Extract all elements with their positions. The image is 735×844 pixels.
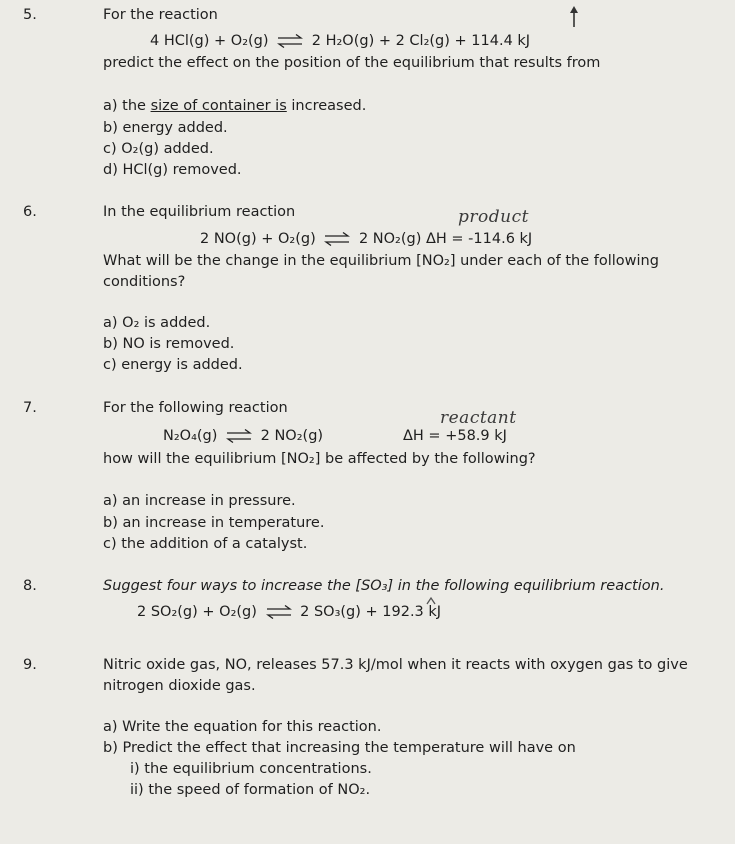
- q6-handwritten-note: product: [458, 207, 529, 227]
- equilibrium-arrow-icon: [277, 34, 303, 48]
- equilibrium-arrow-icon: [324, 232, 350, 246]
- q5-part-a-underlined: size of container is: [150, 98, 287, 114]
- q6-prompt-line1: What will be the change in the equilibrium [NO₂] under each of the following: [103, 253, 659, 269]
- q7-part-a: a) an increase in pressure.: [103, 493, 296, 509]
- q7-part-b: b) an increase in temperature.: [103, 515, 325, 531]
- q6-part-b: b) NO is removed.: [103, 336, 235, 352]
- q5-prompt: predict the effect on the position of the equilibrium that results from: [103, 55, 601, 71]
- q8-equation-right: 2 SO₃(g) + 192.3 kJ: [300, 604, 442, 620]
- q7-number: 7.: [23, 400, 37, 416]
- q9-prompt-line2: nitrogen dioxide gas.: [103, 678, 256, 694]
- q6-part-c: c) energy is added.: [103, 357, 243, 373]
- q5-number: 5.: [23, 7, 37, 23]
- q9-part-b: b) Predict the effect that increasing the temperature will have on: [103, 740, 576, 756]
- q8-equation-left: 2 SO₂(g) + O₂(g): [137, 604, 257, 620]
- q7-handwritten-note: reactant: [440, 408, 517, 428]
- q5-intro: For the reaction: [103, 7, 218, 23]
- q6-part-a: a) O₂ is added.: [103, 315, 211, 331]
- equilibrium-arrow-icon: [266, 605, 292, 619]
- q7-equation: [163, 427, 323, 445]
- q8-equation: [137, 603, 441, 621]
- q5-part-a: [103, 97, 366, 115]
- q5-part-a-prefix: a) the: [103, 98, 151, 114]
- q5-part-a-suffix: increased.: [286, 98, 367, 114]
- q8-prompt: Suggest four ways to increase the [SO₃] in the following equilibrium reaction.: [103, 578, 665, 594]
- q5-equation: [150, 32, 530, 50]
- q6-equation-right: 2 NO₂(g) ΔH = -114.6 kJ: [358, 231, 533, 247]
- q6-equation-left: 2 NO(g) + O₂(g): [200, 231, 316, 247]
- q9-part-b-ii: ii) the speed of formation of NO₂.: [130, 782, 371, 798]
- q8-number: 8.: [23, 578, 37, 594]
- q5-part-c: c) O₂(g) added.: [103, 141, 214, 157]
- q7-part-c: c) the addition of a catalyst.: [103, 536, 308, 552]
- q6-number: 6.: [23, 204, 37, 220]
- q5-part-b: b) energy added.: [103, 120, 228, 136]
- q9-number: 9.: [23, 657, 37, 673]
- q7-prompt: how will the equilibrium [NO₂] be affected by the following?: [103, 451, 536, 467]
- q7-equation-right: 2 NO₂(g): [260, 428, 324, 444]
- q5-equation-left: 4 HCl(g) + O₂(g): [150, 33, 269, 49]
- up-arrow-mark-icon: [568, 3, 580, 29]
- q9-part-a: a) Write the equation for this reaction.: [103, 719, 382, 735]
- q7-equation-left: N₂O₄(g): [163, 428, 218, 444]
- q6-intro: In the equilibrium reaction: [103, 204, 296, 220]
- q5-equation-right: 2 H₂O(g) + 2 Cl₂(g) + 114.4 kJ: [311, 33, 531, 49]
- equilibrium-arrow-icon: [226, 429, 252, 443]
- q7-enthalpy: ΔH = +58.9 kJ: [403, 428, 507, 444]
- q7-intro: For the following reaction: [103, 400, 288, 416]
- q6-equation: [200, 230, 532, 248]
- q9-part-b-i: i) the equilibrium concentrations.: [130, 761, 372, 777]
- q5-part-d: d) HCl(g) removed.: [103, 162, 242, 178]
- q6-prompt-line2: conditions?: [103, 274, 186, 290]
- q9-prompt-line1: Nitric oxide gas, NO, releases 57.3 kJ/mol when it reacts with oxygen gas to give: [103, 657, 688, 673]
